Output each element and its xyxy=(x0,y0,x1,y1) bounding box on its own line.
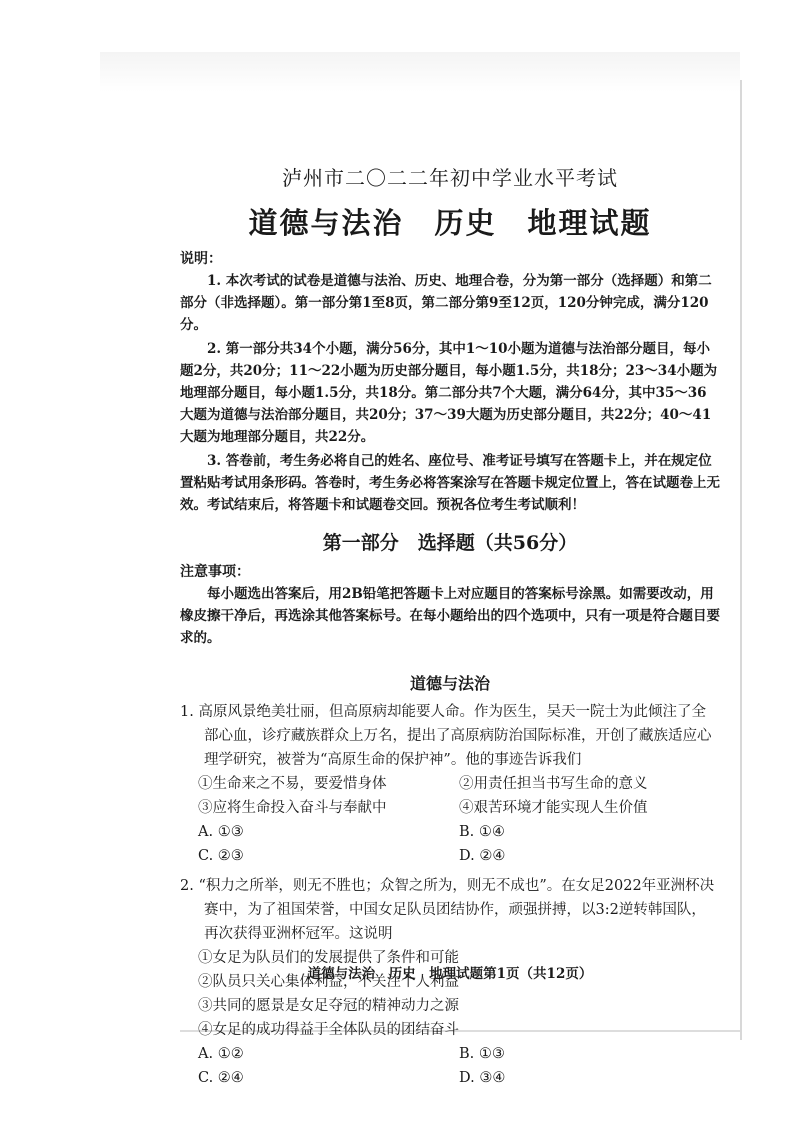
question-2-stem: 2. “积力之所举，则无不胜也；众智之所为，则无不成也”。在女足2022年亚洲杯决赛中，为了祖国荣誉，中国女足队员团结协作，顽强拼搏，以3:2逆转韩国队，再次获得亚洲杯冠军。这说明 xyxy=(180,878,715,942)
q2-choice-b: B. ①③ xyxy=(459,1046,505,1062)
q1-statement-1: ①生命来之不易，要爱惜身体 xyxy=(198,776,387,792)
q2-statement-3: ③共同的愿景是女足夺冠的精神动力之源 xyxy=(198,998,459,1014)
scan-edge-right xyxy=(740,80,742,1040)
question-2-choices xyxy=(180,1042,720,1090)
question-1-choices xyxy=(180,820,720,868)
attention-label: 注意事项： xyxy=(180,564,250,580)
notes-label: 说明： xyxy=(180,251,222,267)
note-3: 3. 答卷前，考生务必将自己的姓名、座位号、准考证号填写在答题卡上，并在规定位置粘贴考试用条形码。答卷时，考生务必将答案涂写在答题卡规定位置上，答在试题卷上无效。考试结束后，将答题卡和试题卷交回。预祝各位考生考试顺利！ xyxy=(180,453,720,513)
question-1 xyxy=(180,700,720,868)
question-1-stem: 1. 高原风景绝美壮丽，但高原病却能要人命。作为医生，吴天一院士为此倾注了全部心血，诊疗藏族群众上万名，提出了高原病防治国际标准，开创了藏族适应心理学研究，被誉为“高原生命的保护神”。他的事迹告诉我们 xyxy=(180,704,712,768)
exam-page xyxy=(180,100,720,1086)
q2-choice-d: D. ③④ xyxy=(459,1070,506,1086)
q2-choice-c: C. ②④ xyxy=(198,1070,244,1086)
q1-choice-b: B. ①④ xyxy=(459,824,505,840)
q1-choice-d: D. ②④ xyxy=(459,848,506,864)
q2-statement-1: ①女足为队员们的发展提供了条件和可能 xyxy=(198,950,459,966)
q1-statement-4: ④艰苦环境才能实现人生价值 xyxy=(459,800,648,816)
q1-choice-a: A. ①③ xyxy=(198,824,244,840)
q2-statement-2: ②队员只关心集体利益，不关注个人利益 xyxy=(198,974,459,990)
note-2: 2. 第一部分共34个小题，满分56分，其中1～10小题为道德与法治部分题目，每小题2分，共20分；11～22小题为历史部分题目，每小题1.5分，共18分；23～34小题为地理部分题目，每小题1.5分，共18分。第二部分共7个大题，满分64分，其中35～36大题为道德与法治部分题目，共20分；37～39大题为历史部分题目，共22分；40～41大题为地理部分题目，共22分。 xyxy=(180,341,718,445)
question-2 xyxy=(180,874,720,1090)
question-2-statements xyxy=(180,946,720,1042)
q2-choice-a: A. ①② xyxy=(198,1046,244,1062)
exam-title: 道德与法治 历史 地理试题 xyxy=(248,206,652,240)
page-footer: 道德与法治 历史 地理试题第1页（共12页） xyxy=(307,966,593,982)
question-1-statements xyxy=(180,772,720,820)
exam-header: 泸州市二〇二二年初中学业水平考试 xyxy=(282,166,618,190)
q1-statement-3: ③应将生命投入奋斗与奉献中 xyxy=(198,800,387,816)
part-title: 第一部分 选择题（共56分） xyxy=(322,532,578,554)
q1-statement-2: ②用责任担当书写生命的意义 xyxy=(459,776,648,792)
subject-title: 道德与法治 xyxy=(409,674,490,693)
attention-text: 每小题选出答案后，用2B铅笔把答题卡上对应题目的答案标号涂黑。如需要改动，用橡皮擦干净后，再选涂其他答案标号。在每小题给出的四个选项中，只有一项是符合题目要求的。 xyxy=(180,586,720,646)
scan-shadow-top xyxy=(100,52,740,92)
note-1: 1. 本次考试的试卷是道德与法治、历史、地理合卷，分为第一部分（选择题）和第二部分（非选择题）。第一部分第1至8页，第二部分第9至12页，120分钟完成，满分120分。 xyxy=(180,273,712,333)
q1-choice-c: C. ②③ xyxy=(198,848,244,864)
q2-statement-4: ④女足的成功得益于全体队员的团结奋斗 xyxy=(198,1022,459,1038)
